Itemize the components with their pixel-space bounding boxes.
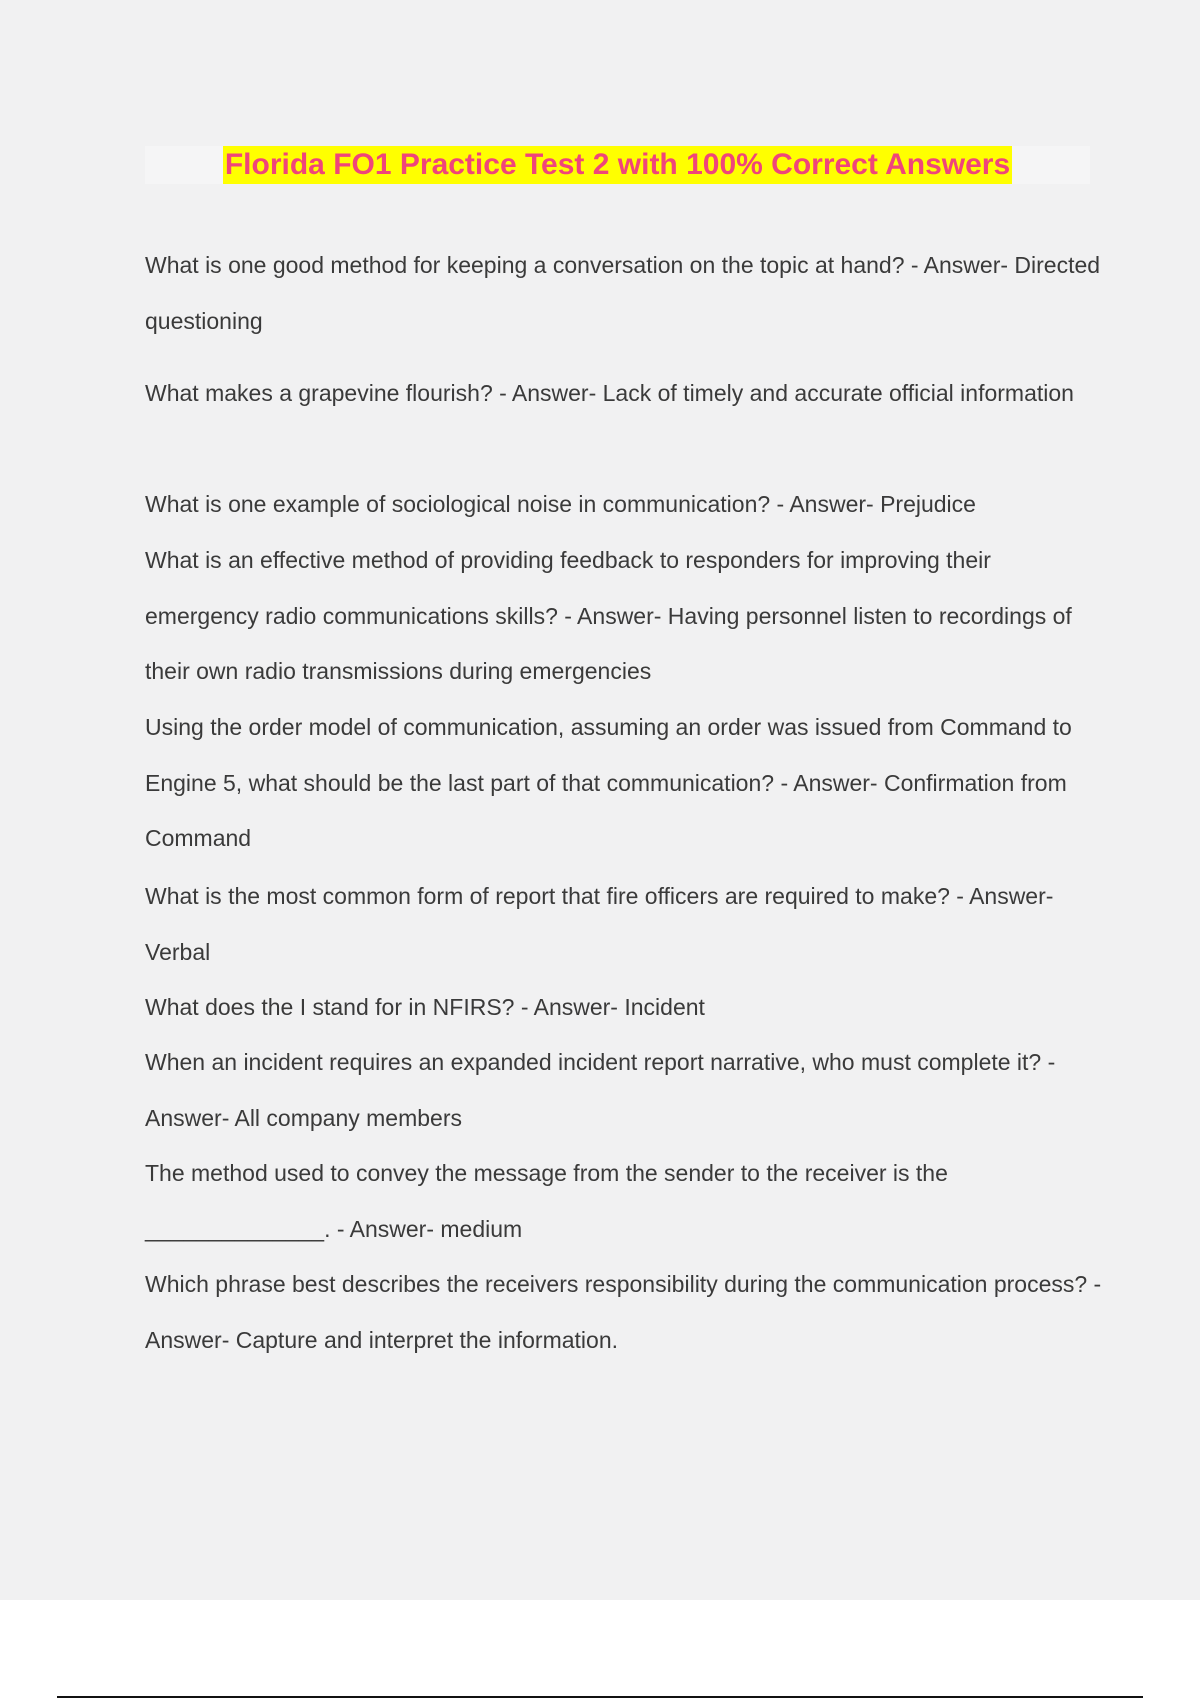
qa-item: Using the order model of communication, assuming an order was issued from Command to Engine 5, what should be the last part of that communication? - Answer- Confirmation from Command — [145, 714, 1072, 851]
qa-item: What makes a grapevine flourish? - Answer- Lack of timely and accurate official information — [145, 380, 1074, 406]
qa-item: Which phrase best describes the receivers responsibility during the communication process? - Answer- Capture and interpret the information. — [145, 1271, 1102, 1353]
qa-item: What is one good method for keeping a conversation on the topic at hand? - Answer- Directed questioning — [145, 252, 1101, 334]
qa-item: What does the I stand for in NFIRS? - Answer- Incident — [145, 994, 705, 1020]
qa-item: What is one example of sociological noise in communication? - Answer- Prejudice — [145, 491, 976, 517]
document-title: Florida FO1 Practice Test 2 with 100% Correct Answers — [223, 146, 1012, 184]
qa-item: When an incident requires an expanded incident report narrative, who must complete it? - Answer- All company members — [145, 1049, 1056, 1131]
qa-item: What is an effective method of providing feedback to responders for improving their emergency radio communications skills? - Answer- Having personnel listen to recordings of their own radio transmissions during emergencies — [145, 547, 1072, 684]
title-banner — [145, 146, 1090, 184]
qa-item: What is the most common form of report that fire officers are required to make? - Answer- Verbal — [145, 883, 1054, 965]
footer-rule — [57, 1696, 1143, 1698]
qa-item: The method used to convey the message from the sender to the receiver is the ______________. - Answer- medium — [145, 1160, 948, 1242]
